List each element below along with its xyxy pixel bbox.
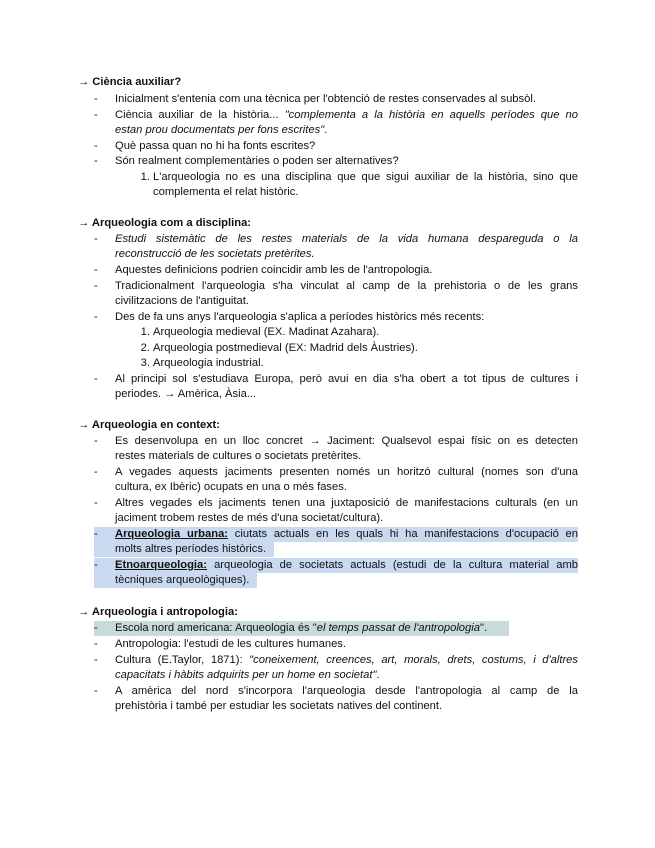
- s3-item-2-line-1: A vegades aquests jaciments presenten només un horitzó cultural (nomes son d'una: [115, 466, 578, 478]
- s1-item-2-line-1: Ciència auxiliar de la història... "complementa a la història en aquells períodes que no: [115, 109, 578, 121]
- s4-item-4-line-2: prehistòria i també per estudiar les societats natives del continent.: [115, 700, 443, 712]
- s2-subitem-3: Arqueologia industrial.: [153, 357, 264, 369]
- term-etnoarqueologia: Etnoarqueologia:: [115, 559, 207, 571]
- s4-item-1: Escola nord americana: Arqueologia és "el temps passat de l'antropologia".: [115, 622, 488, 634]
- bullet-dash: -: [94, 685, 98, 697]
- s2-item-5-line-1: Al principi sol s'estudiava Europa, però avui en dia s'ha obert a tot tipus de cultures i: [115, 373, 578, 385]
- s4-item-3-line-2: capacitats i hàbits adquirits per un home en societat".: [115, 669, 380, 681]
- s1-item-4: Són realment complementàries o poden ser alternatives?: [115, 155, 399, 167]
- s3-item-1-line-2: restes materials de cultures o societats pretèrites.: [115, 450, 362, 462]
- s3-item-3-line-1: Altres vegades els jaciments tenen una juxtaposició de manifestacions culturals (en un: [115, 497, 578, 509]
- s1-subitem-1-line-1: L'arqueologia no es una disciplina que que sigui auxiliar de la història, sino que: [153, 171, 578, 183]
- s2-item-5-line-2: periodes. → Amèrica, Àsia...: [115, 388, 257, 400]
- bullet-dash: -: [94, 140, 98, 152]
- term-arqueologia-urbana: Arqueologia urbana:: [115, 528, 229, 540]
- s2-item-2: Aquestes definicions podrien coincidir amb les de l'antropologia.: [115, 264, 433, 276]
- bullet-dash: -: [94, 373, 98, 385]
- s4-item-2: Antropologia: l'estudi de les cultures humanes.: [115, 638, 346, 650]
- s2-item-1-line-1: Estudi sistemàtic de les restes materials de la vida humana despareguda o la: [115, 233, 578, 245]
- section-heading-ciencia-auxiliar: → Ciència auxiliar?: [78, 76, 182, 88]
- bullet-dash: -: [94, 435, 98, 447]
- s2-item-3-line-1: Tradicionalment l'arqueologia s'ha vinculat al camp de la prehistoria o de les grans: [115, 280, 578, 292]
- bullet-dash: -: [94, 155, 98, 167]
- s1-item-1: Inicialment s'entenia com una tècnica per l'obtenció de restes conservades al subsòl.: [115, 93, 536, 105]
- s4-item-3-line-1: Cultura (E.Taylor, 1871): "coneixement, creences, art, morals, drets, costums, i d'altres: [115, 654, 578, 666]
- s3-item-4-line-1: Arqueologia urbana: ciutats actuals en les quals hi ha manifestacions d'ocupació en: [115, 528, 578, 540]
- s1-subitem-1-line-2: complementa el relat històric.: [153, 186, 299, 198]
- bullet-dash: -: [94, 559, 98, 571]
- section-heading-antropologia: → Arqueologia i antropologia:: [78, 606, 238, 618]
- bullet-dash: -: [94, 528, 98, 540]
- s1-item-2-line-2: estan prou documentats per fons escrites".: [115, 124, 328, 136]
- s3-item-4-line-2: molts altres períodes històrics.: [115, 543, 267, 555]
- s4-item-4-line-1: A amèrica del nord s'incorpora l'arqueologia desde l'antropologia al camp de la: [115, 685, 578, 697]
- list-number: 3.: [140, 357, 150, 369]
- bullet-dash: -: [94, 233, 98, 245]
- s2-item-3-line-2: civilitzacions de l'antiguitat.: [115, 295, 249, 307]
- bullet-dash: -: [94, 311, 98, 323]
- s2-item-4: Des de fa uns anys l'arqueologia s'aplica a períodes històrics més recents:: [115, 311, 485, 323]
- bullet-dash: -: [94, 264, 98, 276]
- bullet-dash: -: [94, 280, 98, 292]
- section-heading-context: → Arqueologia en context:: [78, 419, 220, 431]
- s2-subitem-2: Arqueologia postmedieval (EX: Madrid dels Àustries).: [153, 342, 418, 354]
- bullet-dash: -: [94, 93, 98, 105]
- bullet-dash: -: [94, 638, 98, 650]
- s3-item-5-line-2: tècniques arqueològiques).: [115, 574, 250, 586]
- list-number: 1.: [140, 171, 150, 183]
- s3-item-2-line-2: cultura, ex Ibèric) ocupats en una o més fases.: [115, 481, 347, 493]
- bullet-dash: -: [94, 497, 98, 509]
- s2-subitem-1: Arqueologia medieval (EX. Madinat Azahara).: [153, 326, 380, 338]
- s3-item-3-line-2: jaciment trobem restes de més d'una societat/cultura).: [115, 512, 384, 524]
- s3-item-1-line-1: Es desenvolupa en un lloc concret → Jaciment: Qualsevol espai físic on es detecten: [115, 435, 578, 447]
- section-heading-disciplina: → Arqueologia com a disciplina:: [78, 217, 252, 229]
- s1-item-3: Què passa quan no hi ha fonts escrites?: [115, 140, 316, 152]
- list-number: 2.: [140, 342, 150, 354]
- s3-item-5-line-1: Etnoarqueologia: arqueologia de societats actuals (estudi de la cultura material amb: [115, 559, 578, 571]
- list-number: 1.: [140, 326, 150, 338]
- bullet-dash: -: [94, 466, 98, 478]
- bullet-dash: -: [94, 654, 98, 666]
- s2-item-1-line-2: reconstrucció de les societats pretèrites.: [115, 248, 315, 260]
- bullet-dash: -: [94, 109, 98, 121]
- bullet-dash: -: [94, 622, 98, 634]
